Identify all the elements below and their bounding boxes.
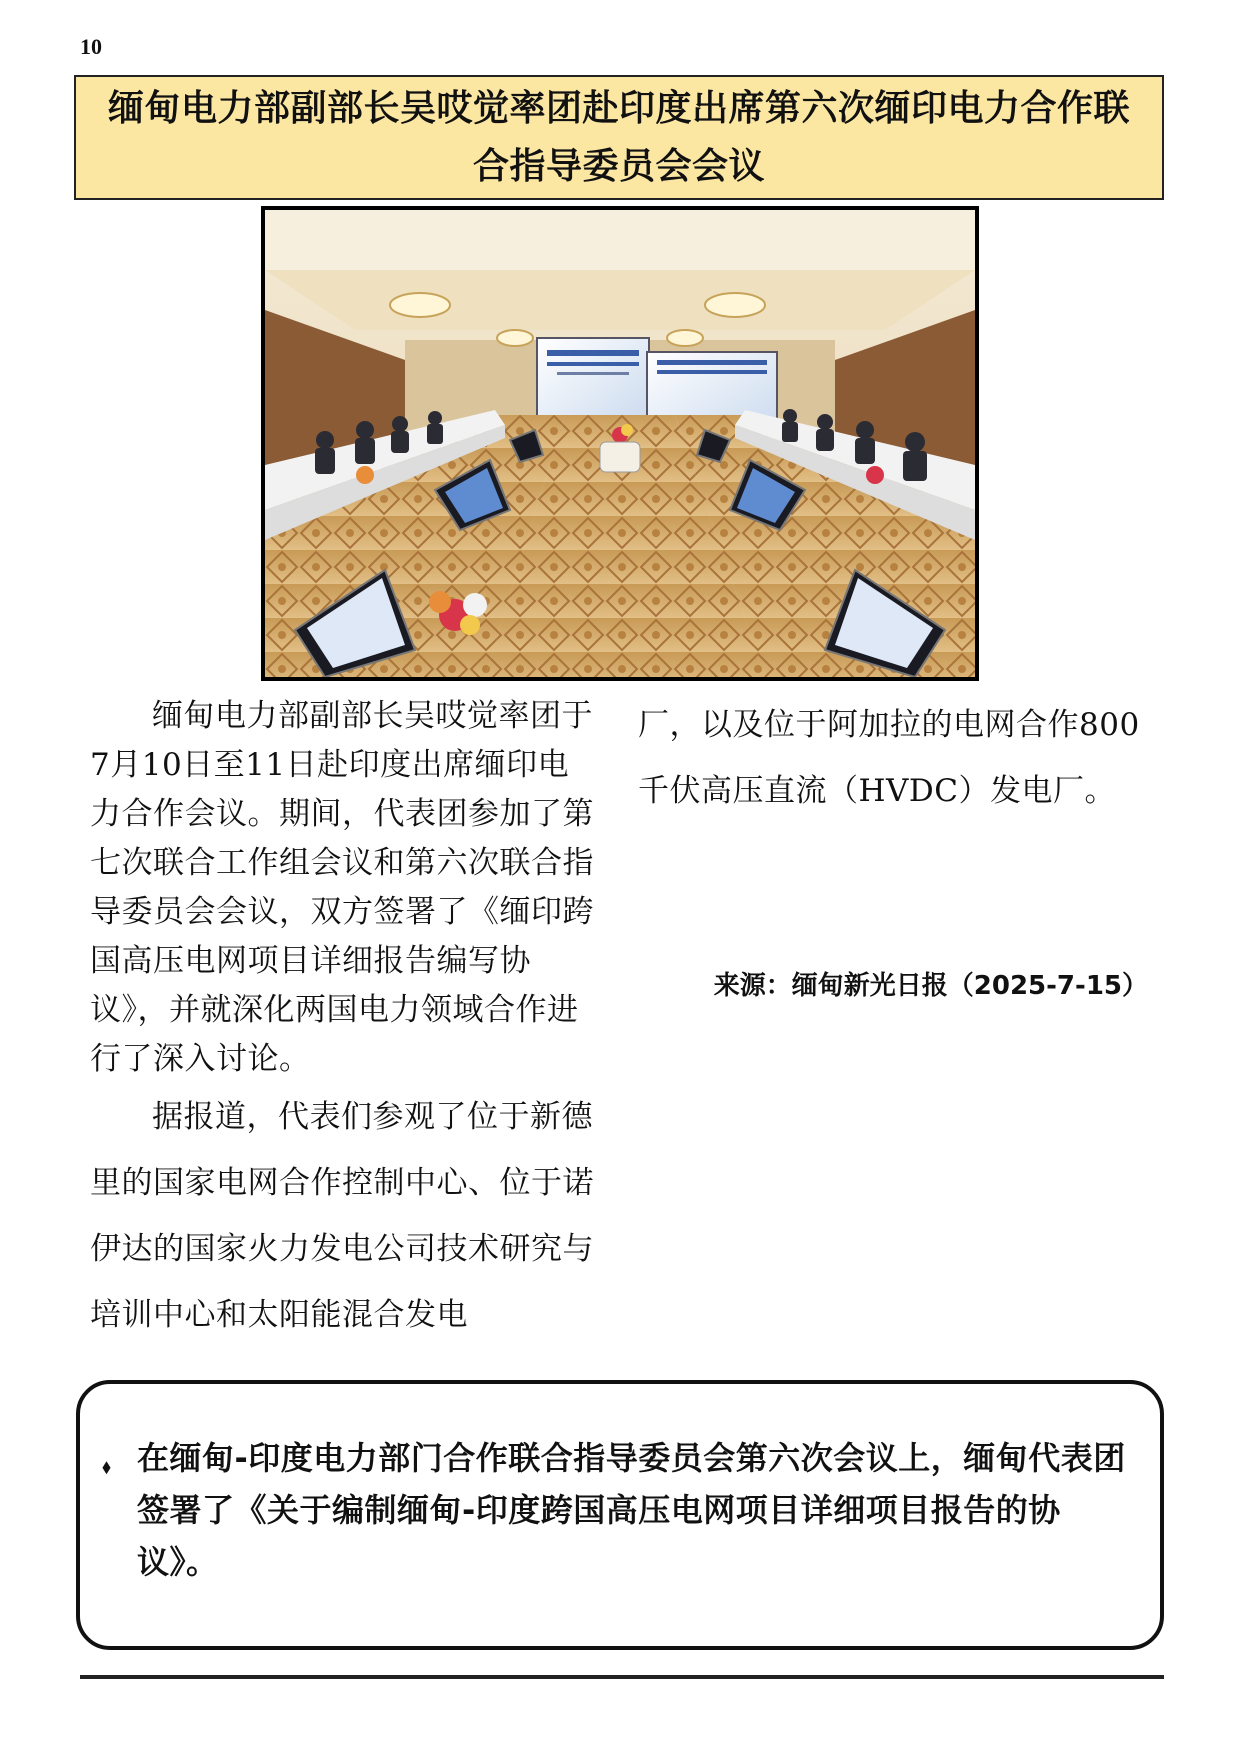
article-title: 缅甸电力部副部长吴哎觉率团赴印度出席第六次缅印电力合作联合指导委员会会议 bbox=[107, 87, 1130, 187]
summary-text: 在缅甸-印度电力部门合作联合指导委员会第六次会议上，缅甸代表团签署了《关于编制缅甸-印度跨国高压电网项目详细项目报告的协议》。 bbox=[137, 1439, 1126, 1581]
source-citation: 来源：缅甸新光日报（2025-7-15） bbox=[713, 971, 1148, 1001]
title-banner bbox=[74, 75, 1164, 200]
summary-box bbox=[76, 1380, 1164, 1650]
article-column-left bbox=[90, 692, 600, 1348]
meeting-photo bbox=[261, 206, 979, 681]
article-column-right bbox=[638, 692, 1148, 824]
article-paragraph-1: 缅甸电力部副部长吴哎觉率团于7月10日至11日赴印度出席缅印电力合作会议。期间，代表团参加了第七次联合工作组会议和第六次联合指导委员会会议，双方签署了《缅印跨国高压电网项目详细报告编写协议》，并就深化两国电力领域合作进行了深入讨论。 bbox=[90, 698, 594, 1077]
article-paragraph-2-part-2: 厂，以及位于阿加拉的电网合作800千伏高压直流（HVDC）发电厂。 bbox=[638, 707, 1140, 809]
page-number: 10 bbox=[80, 34, 102, 59]
conference-room-illustration bbox=[265, 210, 975, 677]
article-paragraph-2-part-1: 据报道，代表们参观了位于新德里的国家电网合作控制中心、位于诺伊达的国家火力发电公司技术研究与培训中心和太阳能混合发电 bbox=[90, 1099, 594, 1333]
footer-divider bbox=[80, 1675, 1164, 1679]
diamond-bullet-icon: ⬧ bbox=[102, 1454, 111, 1478]
